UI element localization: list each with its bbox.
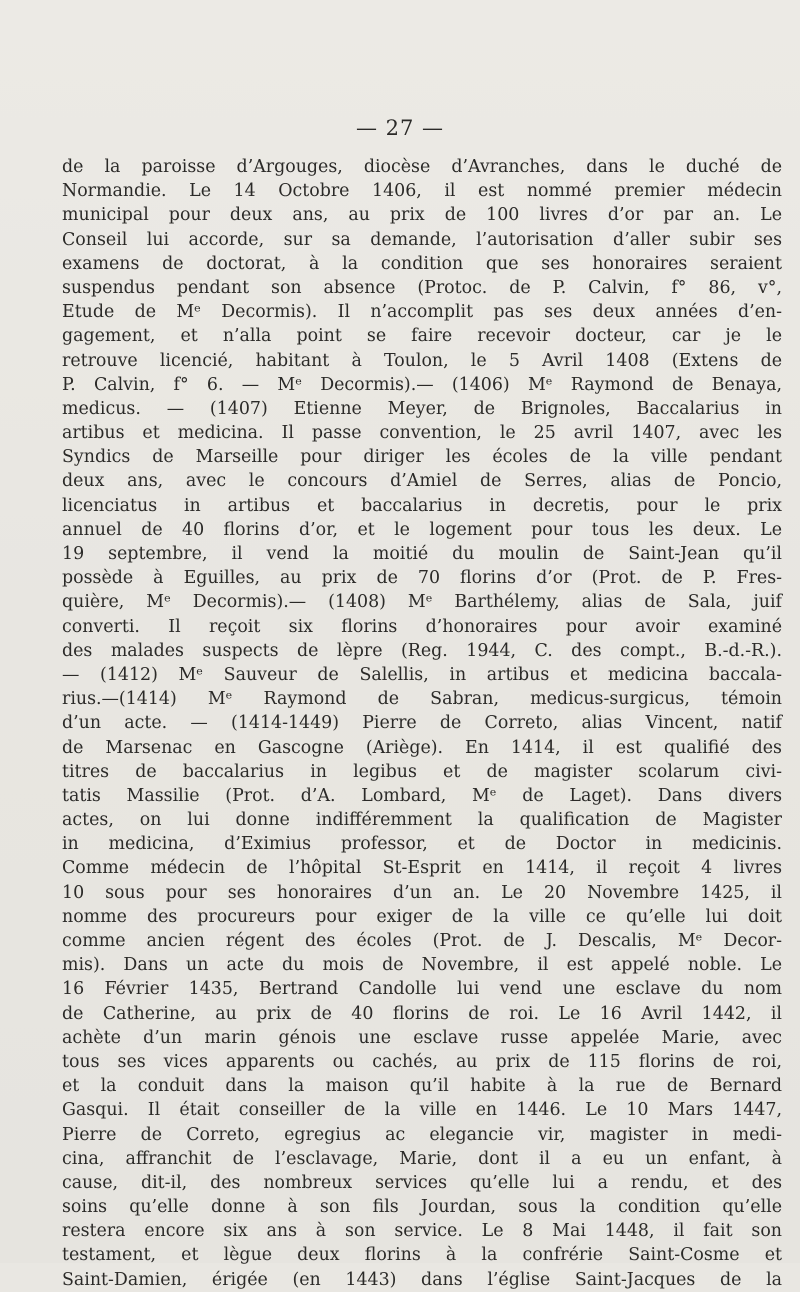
text-line: deux ans, avec le concours d’Amiel de Serres, alias de Poncio, — [62, 471, 782, 492]
text-line: municipal pour deux ans, au prix de 100 livres d’or par an. Le — [62, 205, 782, 226]
text-line: converti. Il reçoit six florins d’honoraires pour avoir examiné — [62, 616, 782, 637]
text-line: examens de doctorat, à la condition que ses honoraires seraient — [62, 253, 782, 274]
text-line: suspendus pendant son absence (Protoc. de P. Calvin, f° 86, v°, — [62, 277, 782, 298]
text-line: Gasqui. Il était conseiller de la ville en 1446. Le 10 Mars 1447, — [62, 1100, 782, 1121]
text-line: de la paroisse d’Argouges, diocèse d’Avranches, dans le duché de — [62, 157, 782, 177]
body-text — [62, 155, 782, 1292]
text-line: nomme des procureurs pour exiger de la ville ce qu’elle lui doit — [62, 906, 782, 927]
text-line: Normandie. Le 14 Octobre 1406, il est nommé premier médecin — [62, 181, 782, 202]
page-number: — 27 — — [355, 116, 445, 140]
text-line: in medicina, d’Eximius professor, et de Doctor in medicinis. — [62, 834, 782, 855]
text-line: des malades suspects de lèpre (Reg. 1944, C. des compt., B.-d.-R.). — [62, 640, 782, 661]
text-line: mis). Dans un acte du mois de Novembre, il est appelé noble. Le — [62, 955, 782, 976]
text-line: possède à Eguilles, au prix de 70 florins d’or (Prot. de P. Fres- — [62, 568, 782, 589]
text-line: tous ses vices apparents ou cachés, au prix de 115 florins de roi, — [62, 1051, 782, 1072]
text-line: gagement, et n’alla point se faire recevoir docteur, car je le — [62, 326, 782, 347]
text-line: 10 sous pour ses honoraires d’un an. Le 20 Novembre 1425, il — [62, 882, 782, 903]
text-line: Etude de Mᵉ Decormis). Il n’accomplit pas ses deux années d’en- — [62, 302, 782, 323]
text-line: comme ancien régent des écoles (Prot. de J. Descalis, Mᵉ Decor- — [62, 931, 782, 951]
text-line: testament, et lègue deux florins à la confrérie Saint-Cosme et — [62, 1245, 782, 1266]
text-line: artibus et medicina. Il passe convention, le 25 avril 1407, avec les — [62, 423, 782, 444]
text-line: rius.—(1414) Mᵉ Raymond de Sabran, medicus-surgicus, témoin — [62, 689, 782, 710]
text-line: Syndics de Marseille pour diriger les écoles de la ville pendant — [62, 447, 782, 468]
text-line: 16 Février 1435, Bertrand Candolle lui vend une esclave du nom — [62, 979, 782, 1000]
text-line: cause, dit-il, des nombreux services qu’elle lui a rendu, et des — [62, 1172, 782, 1193]
text-line: soins qu’elle donne à son fils Jourdan, sous la condition qu’elle — [62, 1197, 782, 1218]
text-line: achète d’un marin génois une esclave russe appelée Marie, avec — [62, 1027, 782, 1048]
text-line: quière, Mᵉ Decormis).— (1408) Mᵉ Barthélemy, alias de Sala, juif — [62, 592, 782, 613]
text-line: Comme médecin de l’hôpital St-Esprit en 1414, il reçoit 4 livres — [62, 858, 782, 879]
text-line: de Marsenac en Gascogne (Ariège). En 1414, il est qualifié des — [62, 737, 782, 758]
text-line: restera encore six ans à son service. Le 8 Mai 1448, il fait son — [62, 1221, 782, 1242]
text-line: titres de baccalarius in legibus et de magister scolarum civi- — [62, 761, 782, 782]
text-line: — (1412) Mᵉ Sauveur de Salellis, in artibus et medicina baccala- — [62, 664, 782, 685]
text-line: annuel de 40 florins d’or, et le logement pour tous les deux. Le — [62, 519, 782, 540]
text-line: retrouve licencié, habitant à Toulon, le 5 Avril 1408 (Extens de — [62, 350, 782, 371]
text-line: et la conduit dans la maison qu’il habite à la rue de Bernard — [62, 1076, 782, 1097]
text-line: de Catherine, au prix de 40 florins de roi. Le 16 Avril 1442, il — [62, 1003, 782, 1024]
text-line: medicus. — (1407) Etienne Meyer, de Brignoles, Baccalarius in — [62, 398, 782, 419]
text-line: Saint-Damien, érigée (en 1443) dans l’église Saint-Jacques de la — [62, 1269, 782, 1290]
text-line: Conseil lui accorde, sur sa demande, l’autorisation d’aller subir ses — [62, 229, 782, 250]
text-line: cina, affranchit de l’esclavage, Marie, dont il a eu un enfant, à — [62, 1148, 782, 1169]
text-line: actes, on lui donne indifféremment la qualification de Magister — [62, 810, 782, 831]
text-line: licenciatus in artibus et baccalarius in decretis, pour le prix — [62, 495, 782, 516]
text-line: tatis Massilie (Prot. d’A. Lombard, Mᵉ de Laget). Dans divers — [62, 785, 782, 806]
text-line: P. Calvin, f° 6. — Mᵉ Decormis).— (1406) Mᵉ Raymond de Benaya, — [62, 374, 782, 395]
text-line: 19 septembre, il vend la moitié du moulin de Saint-Jean qu’il — [62, 544, 782, 564]
text-line: Pierre de Corretо, egregius ac elegancie vir, magister in medi- — [62, 1124, 782, 1145]
text-line: d’un acte. — (1414-1449) Pierre de Corretо, alias Vincent, natif — [62, 713, 782, 734]
